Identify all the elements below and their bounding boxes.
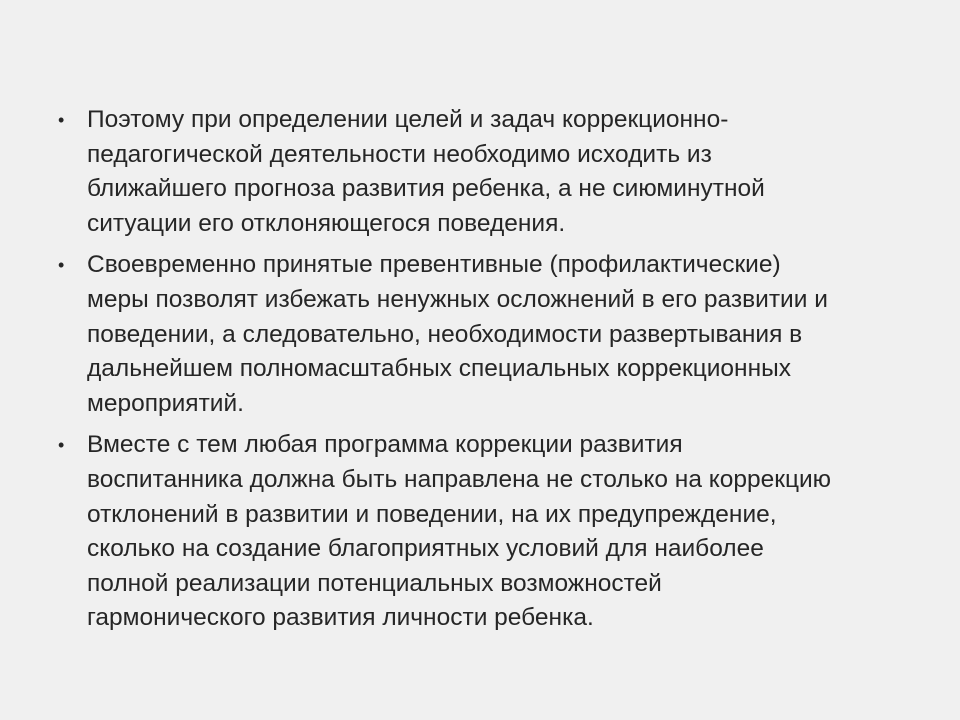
bullet-line: ближайшего прогноза развития ребенка, а не сиюминутной [87, 175, 765, 203]
bullet-icon: • [58, 255, 65, 276]
bullet-line: гармонического развития личности ребенка. [87, 604, 594, 632]
bullet-item [58, 248, 908, 421]
bullet-item [58, 103, 908, 241]
bullet-line: дальнейшем полномасштабных специальных коррекционных [87, 355, 791, 383]
bullet-line: мероприятий. [87, 389, 244, 417]
bullet-line: воспитанника должна быть направлена не столько на коррекцию [87, 465, 832, 493]
bullet-line: полной реализации потенциальных возможностей [87, 569, 662, 597]
bullet-line: сколько на создание благоприятных условий для наиболее [87, 535, 764, 563]
bullet-line: Вместе с тем любая программа коррекции развития [87, 431, 683, 459]
bullet-item [58, 428, 908, 636]
bullet-line: отклонений в развитии и поведении, на их предупреждение, [87, 500, 777, 528]
bullet-icon: • [58, 435, 65, 456]
bullet-line: поведении, а следовательно, необходимости развертывания в [87, 320, 803, 348]
bullet-line: меры позволят избежать ненужных осложнений в его развитии и [87, 285, 828, 313]
bullet-list [58, 103, 908, 643]
bullet-line: Поэтому при определении целей и задач коррекционно- [87, 106, 729, 133]
bullet-icon: • [58, 110, 65, 130]
bullet-line: ситуации его отклоняющегося поведения. [87, 209, 566, 237]
bullet-line: педагогической деятельности необходимо исходить из [87, 140, 712, 168]
bullet-line: Своевременно принятые превентивные (профилактические) [87, 251, 781, 279]
